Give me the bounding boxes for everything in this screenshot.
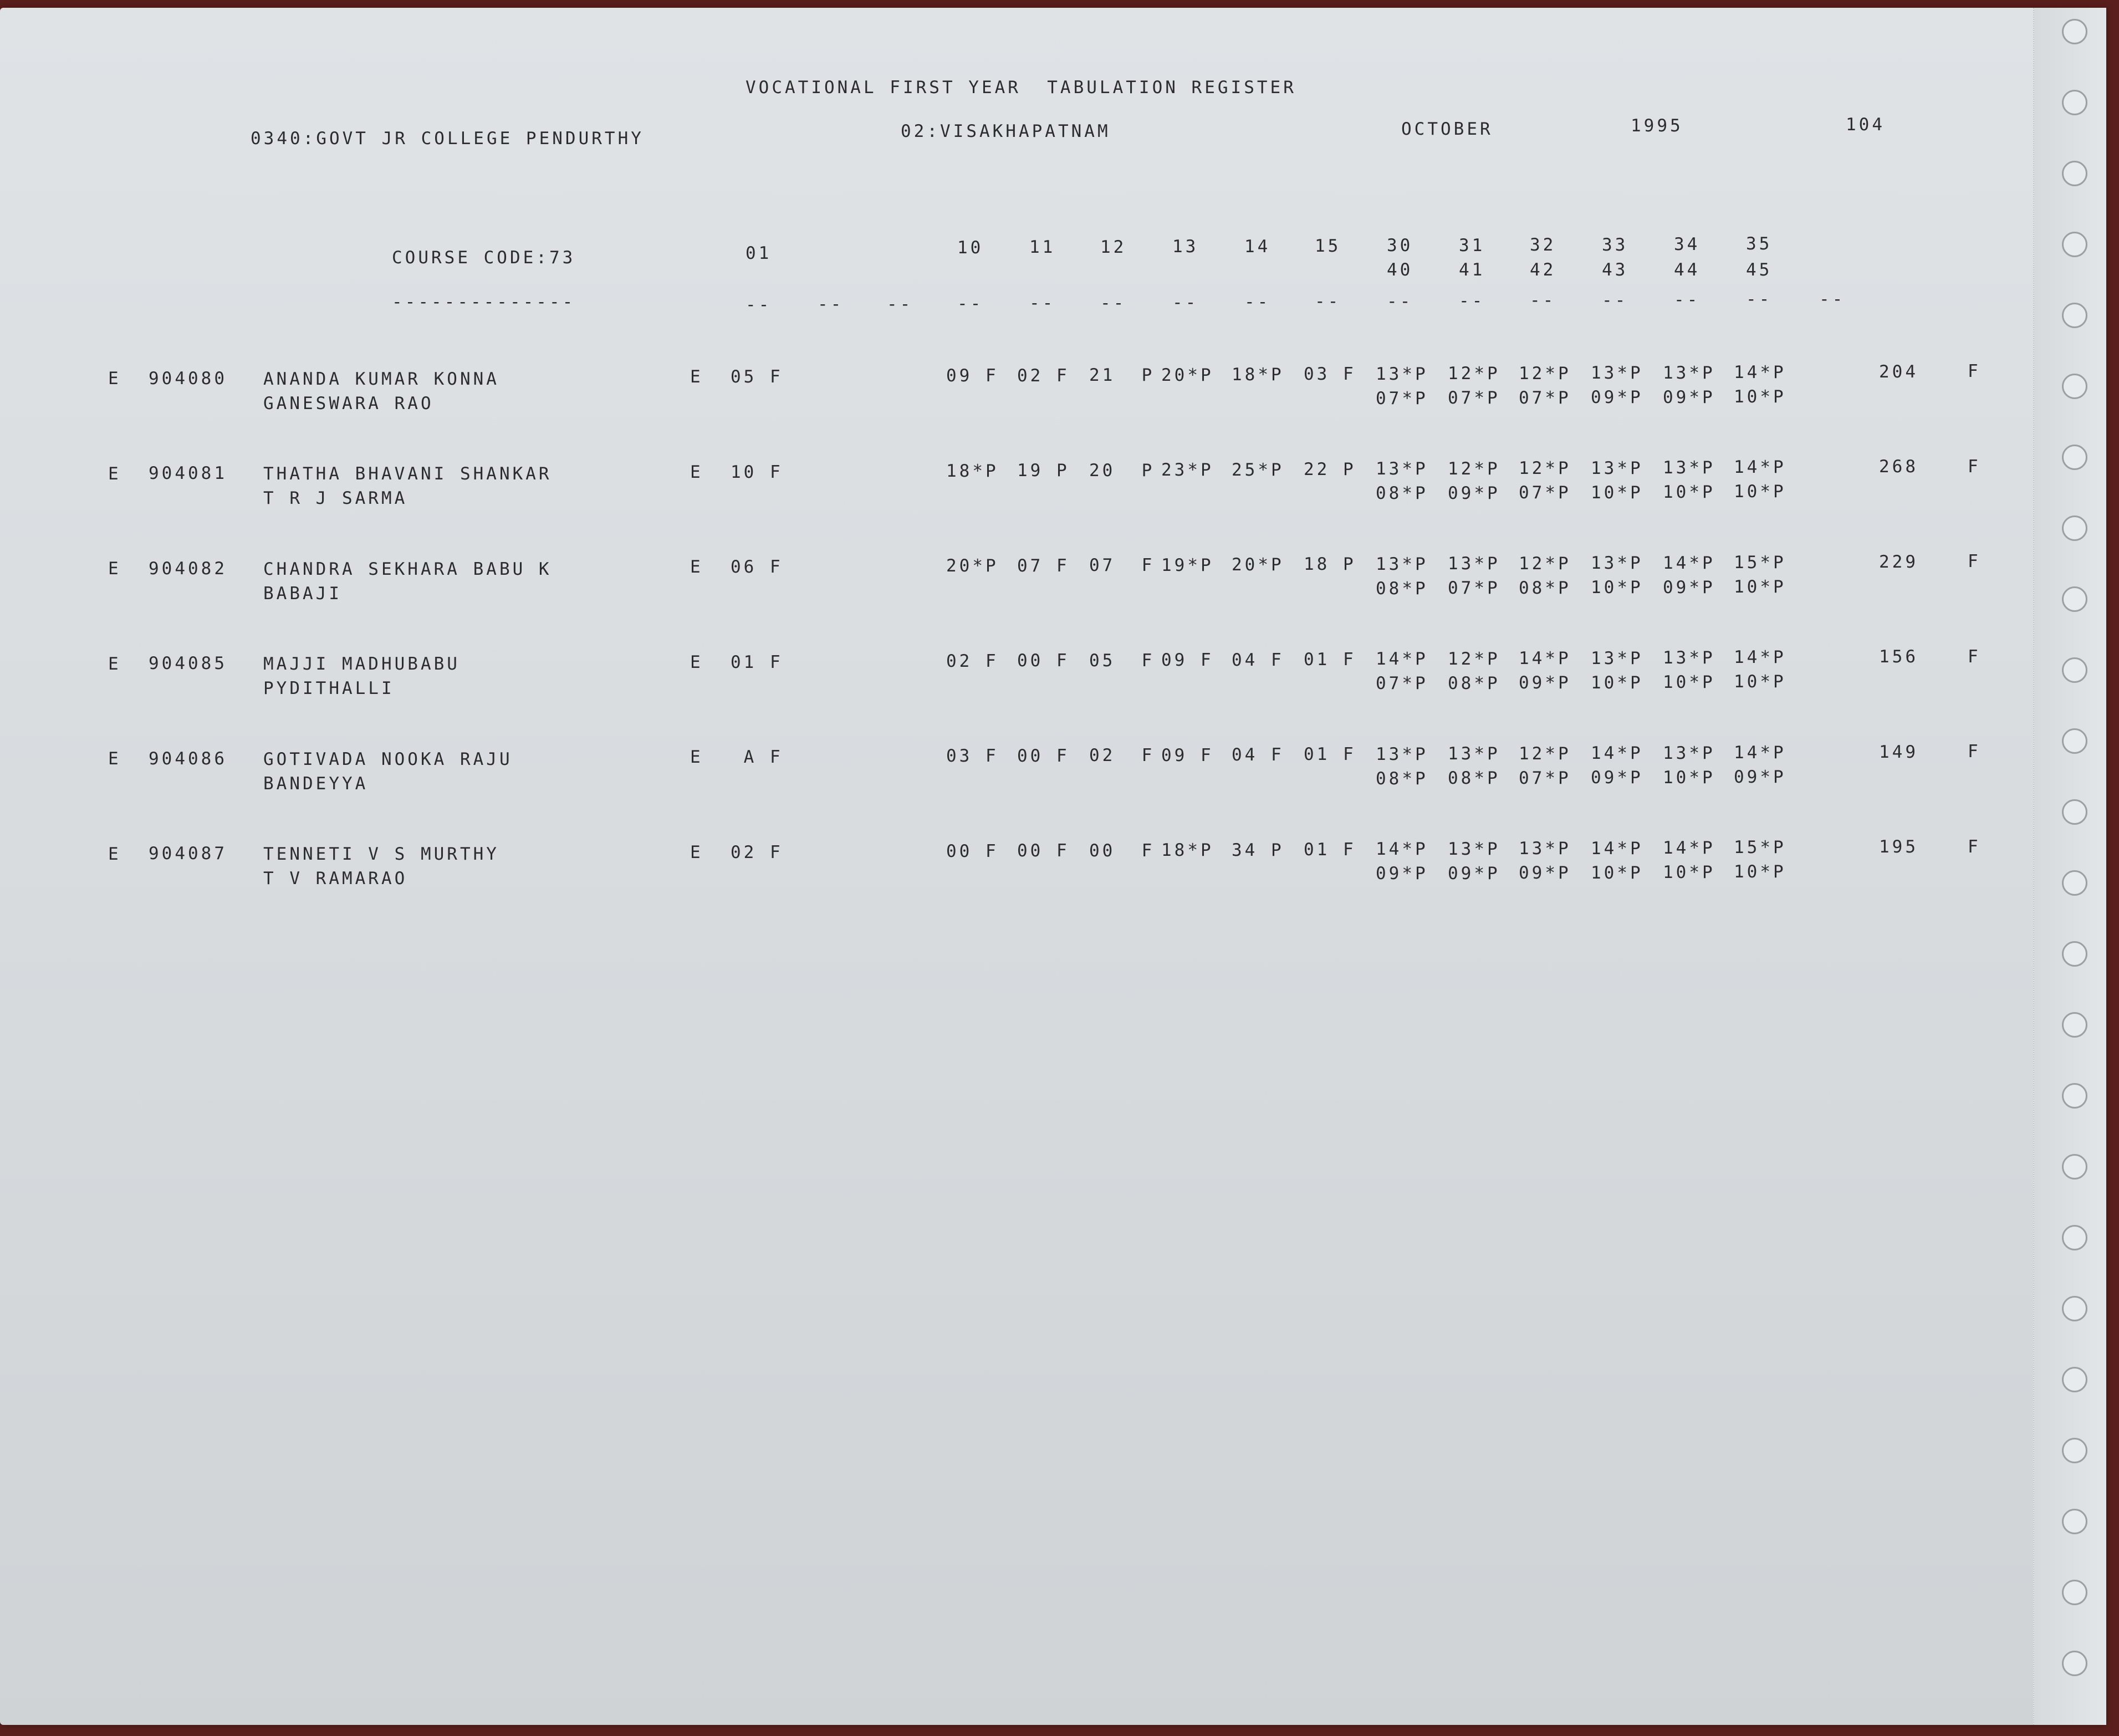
- subject-34-mark: 13*P: [1663, 743, 1715, 763]
- subject-10-mark: 18*P: [946, 461, 999, 481]
- course-code: COURSE CODE:73: [392, 248, 576, 268]
- medium-code: E: [108, 559, 121, 579]
- record-row: [0, 641, 2051, 702]
- subject-43-mark: 10*P: [1591, 862, 1643, 883]
- subject-42-mark: 09*P: [1519, 673, 1571, 693]
- subject-30-mark: 13*P: [1376, 554, 1428, 574]
- subject-31-mark: 12*P: [1448, 649, 1500, 669]
- subject-41-mark: 09*P: [1448, 483, 1500, 503]
- subject-31-mark: 13*P: [1448, 839, 1500, 859]
- subject-45-mark: 10*P: [1734, 672, 1786, 692]
- col-header-30: 30: [1387, 236, 1413, 256]
- subject-15-mark: 01 F: [1304, 649, 1356, 670]
- record-row: [0, 451, 2051, 512]
- language-medium: E: [690, 367, 703, 387]
- hall-ticket-number: 904081: [149, 463, 227, 484]
- subject-12-mark: 02 F: [1089, 746, 1155, 766]
- subject-11-mark: 19 P: [1017, 461, 1070, 481]
- column-dash: --: [1746, 289, 1773, 310]
- subject-40-mark: 08*P: [1376, 768, 1428, 789]
- subject-11-mark: 07 F: [1017, 555, 1070, 576]
- subject-01-mark: A F: [731, 747, 783, 768]
- result-status: F: [1968, 836, 1981, 857]
- col-header-31: 31: [1459, 235, 1485, 256]
- subject-32-mark: 12*P: [1519, 363, 1571, 384]
- subject-32-mark: 13*P: [1519, 839, 1571, 859]
- subject-45-mark: 10*P: [1734, 386, 1786, 407]
- column-dash: --: [1602, 290, 1628, 310]
- feed-hole: [2062, 1083, 2087, 1109]
- result-status: F: [1968, 361, 1981, 382]
- subject-10-mark: 09 F: [946, 366, 999, 386]
- exam-year: 1995: [1631, 116, 1683, 136]
- feed-hole: [2062, 1509, 2087, 1534]
- subject-40-mark: 07*P: [1376, 673, 1428, 694]
- subject-11-mark: 00 F: [1017, 746, 1070, 766]
- column-dash: --: [1819, 289, 1846, 309]
- subject-41-mark: 07*P: [1448, 388, 1500, 409]
- record-row: [0, 546, 2051, 607]
- subject-35-mark: 14*P: [1734, 457, 1786, 478]
- subject-45-mark: 10*P: [1734, 862, 1786, 882]
- subject-31-mark: 12*P: [1448, 458, 1500, 479]
- total-marks: 149: [1879, 742, 1918, 762]
- column-dash: --: [746, 295, 772, 315]
- subject-15-mark: 03 F: [1304, 364, 1356, 385]
- col-header-44: 44: [1674, 260, 1701, 280]
- subject-13-mark: 20*P: [1161, 365, 1214, 385]
- subject-34-mark: 14*P: [1663, 838, 1715, 858]
- result-status: F: [1968, 456, 1981, 477]
- subject-40-mark: 08*P: [1376, 578, 1428, 599]
- feed-hole: [2062, 586, 2087, 612]
- total-marks: 156: [1879, 647, 1918, 667]
- subject-35-mark: 14*P: [1734, 362, 1786, 382]
- subject-35-mark: 15*P: [1734, 838, 1786, 858]
- column-dash: --: [1029, 293, 1056, 314]
- subject-44-mark: 10*P: [1663, 767, 1715, 788]
- subject-30-mark: 14*P: [1376, 649, 1428, 670]
- col-header-32: 32: [1530, 235, 1556, 256]
- subject-11-mark: 02 F: [1017, 365, 1070, 386]
- subject-01-mark: 02 F: [731, 842, 783, 862]
- subject-31-mark: 13*P: [1448, 554, 1500, 574]
- subject-43-mark: 09*P: [1591, 768, 1643, 788]
- language-medium: E: [690, 652, 703, 672]
- father-name: T V RAMARAO: [263, 869, 408, 889]
- feed-hole: [2062, 515, 2087, 541]
- subject-33-mark: 13*P: [1591, 648, 1643, 668]
- subject-41-mark: 08*P: [1448, 768, 1500, 789]
- medium-code: E: [108, 749, 121, 769]
- district-name: 02:VISAKHAPATNAM: [901, 121, 1111, 141]
- feed-hole: [2062, 799, 2087, 825]
- candidate-name: MAJJI MADHUBABU: [263, 654, 460, 675]
- result-status: F: [1968, 552, 1981, 572]
- subject-33-mark: 14*P: [1591, 838, 1643, 859]
- column-dash: --: [1459, 291, 1485, 311]
- subject-35-mark: 15*P: [1734, 552, 1786, 573]
- total-marks: 268: [1879, 457, 1918, 477]
- course-code-underline: --------------: [392, 292, 576, 312]
- col-header-43: 43: [1602, 260, 1628, 280]
- subject-31-mark: 12*P: [1448, 364, 1500, 384]
- subject-44-mark: 10*P: [1663, 862, 1715, 882]
- column-dash: --: [1244, 292, 1271, 313]
- total-marks: 229: [1879, 552, 1918, 572]
- col-header-12: 12: [1100, 237, 1127, 257]
- col-header-40: 40: [1387, 260, 1413, 280]
- subject-15-mark: 22 P: [1304, 459, 1356, 479]
- col-header-14: 14: [1244, 236, 1271, 257]
- col-header-11: 11: [1029, 237, 1056, 258]
- column-dash: --: [1674, 289, 1701, 310]
- record-row: [0, 831, 2051, 892]
- subject-45-mark: 09*P: [1734, 767, 1786, 787]
- subject-30-mark: 13*P: [1376, 744, 1428, 764]
- subject-11-mark: 00 F: [1017, 651, 1070, 671]
- subject-44-mark: 09*P: [1663, 577, 1715, 598]
- result-status: F: [1968, 646, 1981, 667]
- subject-13-mark: 09 F: [1161, 650, 1214, 671]
- subject-34-mark: 13*P: [1663, 362, 1715, 383]
- subject-32-mark: 12*P: [1519, 458, 1571, 479]
- feed-hole: [2062, 1367, 2087, 1392]
- medium-code: E: [108, 844, 121, 864]
- col-header-33: 33: [1602, 234, 1628, 255]
- col-header-41: 41: [1459, 260, 1485, 280]
- subject-45-mark: 10*P: [1734, 482, 1786, 502]
- language-medium: E: [690, 557, 703, 578]
- subject-13-mark: 18*P: [1161, 840, 1214, 861]
- column-dash: --: [1100, 293, 1127, 313]
- page-number: 104: [1846, 115, 1885, 135]
- feed-hole: [2062, 1651, 2087, 1676]
- subject-44-mark: 10*P: [1663, 672, 1715, 692]
- candidate-name: TENNETI V S MURTHY: [263, 844, 499, 865]
- subject-12-mark: 21 P: [1089, 365, 1155, 386]
- subject-10-mark: 02 F: [946, 651, 999, 671]
- record-row: [0, 356, 2051, 417]
- medium-code: E: [108, 463, 121, 484]
- medium-code: E: [108, 369, 121, 389]
- subject-15-mark: 18 P: [1304, 554, 1356, 575]
- result-status: F: [1968, 742, 1981, 762]
- father-name: BABAJI: [263, 583, 342, 604]
- language-medium: E: [690, 842, 703, 862]
- subject-10-mark: 20*P: [946, 556, 999, 576]
- subject-10-mark: 00 F: [946, 841, 999, 861]
- subject-30-mark: 14*P: [1376, 839, 1428, 860]
- feed-hole: [2062, 232, 2087, 257]
- feed-hole: [2062, 445, 2087, 470]
- subject-12-mark: 00 F: [1089, 840, 1155, 861]
- column-dash: --: [957, 293, 984, 314]
- candidate-name: CHANDRA SEKHARA BABU K: [263, 559, 552, 579]
- candidate-name: GOTIVADA NOOKA RAJU: [263, 749, 513, 769]
- subject-30-mark: 13*P: [1376, 459, 1428, 479]
- language-medium: E: [690, 462, 703, 482]
- col-header-15: 15: [1315, 236, 1341, 256]
- subject-01-mark: 01 F: [731, 652, 783, 672]
- subject-43-mark: 10*P: [1591, 672, 1643, 693]
- subject-43-mark: 09*P: [1591, 387, 1643, 408]
- subject-34-mark: 14*P: [1663, 553, 1715, 573]
- register-title: VOCATIONAL FIRST YEAR TABULATION REGISTER: [746, 78, 1296, 98]
- subject-35-mark: 14*P: [1734, 647, 1786, 668]
- subject-30-mark: 13*P: [1376, 364, 1428, 384]
- hall-ticket-number: 904086: [149, 748, 227, 769]
- subject-13-mark: 19*P: [1161, 555, 1214, 575]
- subject-33-mark: 14*P: [1591, 743, 1643, 764]
- feed-hole: [2062, 161, 2087, 186]
- subject-10-mark: 03 F: [946, 746, 999, 767]
- column-dash: --: [1172, 292, 1199, 313]
- subject-33-mark: 13*P: [1591, 553, 1643, 574]
- subject-41-mark: 08*P: [1448, 673, 1500, 693]
- feed-hole: [2062, 728, 2087, 754]
- col-header-01: 01: [746, 243, 772, 263]
- subject-12-mark: 07 F: [1089, 555, 1155, 576]
- language-medium: E: [690, 747, 703, 768]
- subject-44-mark: 09*P: [1663, 387, 1715, 407]
- column-dash: --: [887, 294, 913, 314]
- column-dash: --: [818, 294, 844, 315]
- col-header-42: 42: [1530, 260, 1556, 280]
- subject-45-mark: 10*P: [1734, 576, 1786, 597]
- feed-hole: [2062, 374, 2087, 399]
- subject-12-mark: 05 F: [1089, 650, 1155, 671]
- feed-hole: [2062, 1154, 2087, 1180]
- hall-ticket-number: 904085: [149, 653, 227, 674]
- subject-11-mark: 00 F: [1017, 841, 1070, 861]
- feed-hole: [2062, 941, 2087, 967]
- subject-40-mark: 07*P: [1376, 388, 1428, 409]
- candidate-name: ANANDA KUMAR KONNA: [263, 369, 499, 389]
- subject-14-mark: 04 F: [1232, 650, 1284, 670]
- feed-hole: [2062, 1225, 2087, 1250]
- exam-month: OCTOBER: [1401, 119, 1493, 139]
- subject-41-mark: 07*P: [1448, 578, 1500, 599]
- subject-14-mark: 25*P: [1232, 459, 1284, 480]
- subject-42-mark: 07*P: [1519, 768, 1571, 788]
- subject-32-mark: 14*P: [1519, 649, 1571, 669]
- subject-43-mark: 10*P: [1591, 578, 1643, 598]
- father-name: T R J SARMA: [263, 488, 408, 509]
- subject-34-mark: 13*P: [1663, 648, 1715, 668]
- col-header-35: 35: [1746, 234, 1773, 254]
- column-dash: --: [1387, 291, 1413, 312]
- subject-01-mark: 05 F: [731, 367, 783, 387]
- feed-hole: [2062, 90, 2087, 115]
- subject-34-mark: 13*P: [1663, 458, 1715, 478]
- father-name: GANESWARA RAO: [263, 393, 434, 413]
- feed-hole: [2062, 1438, 2087, 1463]
- col-header-45: 45: [1746, 260, 1773, 280]
- subject-14-mark: 18*P: [1232, 365, 1284, 385]
- hall-ticket-number: 904087: [149, 844, 227, 864]
- subject-40-mark: 08*P: [1376, 483, 1428, 504]
- subject-32-mark: 12*P: [1519, 743, 1571, 764]
- subject-44-mark: 10*P: [1663, 482, 1715, 502]
- subject-13-mark: 23*P: [1161, 460, 1214, 481]
- subject-33-mark: 13*P: [1591, 363, 1643, 384]
- medium-code: E: [108, 653, 121, 674]
- feed-hole: [2062, 1296, 2087, 1321]
- feed-hole: [2062, 1012, 2087, 1038]
- subject-35-mark: 14*P: [1734, 742, 1786, 763]
- father-name: BANDEYYA: [263, 773, 369, 794]
- total-marks: 195: [1879, 837, 1918, 857]
- feed-hole: [2062, 1580, 2087, 1605]
- column-dash: --: [1530, 290, 1556, 311]
- father-name: PYDITHALLI: [263, 678, 395, 699]
- subject-01-mark: 06 F: [731, 557, 783, 578]
- subject-43-mark: 10*P: [1591, 482, 1643, 503]
- subject-33-mark: 13*P: [1591, 458, 1643, 478]
- feed-hole: [2062, 657, 2087, 683]
- total-marks: 204: [1879, 361, 1918, 382]
- record-row: [0, 736, 2051, 797]
- subject-32-mark: 12*P: [1519, 553, 1571, 574]
- subject-15-mark: 01 F: [1304, 839, 1356, 860]
- col-header-10: 10: [957, 238, 984, 258]
- feed-hole: [2062, 303, 2087, 328]
- column-dash: --: [1315, 292, 1341, 312]
- college-name: 0340:GOVT JR COLLEGE PENDURTHY: [251, 129, 644, 149]
- subject-14-mark: 34 P: [1232, 840, 1284, 860]
- subject-42-mark: 09*P: [1519, 863, 1571, 884]
- subject-15-mark: 01 F: [1304, 744, 1356, 765]
- subject-42-mark: 07*P: [1519, 483, 1571, 503]
- subject-12-mark: 20 P: [1089, 460, 1155, 481]
- subject-14-mark: 20*P: [1232, 555, 1284, 575]
- subject-14-mark: 04 F: [1232, 745, 1284, 765]
- hall-ticket-number: 904082: [149, 558, 227, 579]
- feed-hole: [2062, 19, 2087, 44]
- hall-ticket-number: 904080: [149, 368, 227, 389]
- subject-42-mark: 08*P: [1519, 578, 1571, 598]
- subject-31-mark: 13*P: [1448, 744, 1500, 764]
- col-header-34: 34: [1674, 234, 1701, 254]
- candidate-name: THATHA BHAVANI SHANKAR: [263, 464, 552, 484]
- subject-42-mark: 07*P: [1519, 387, 1571, 408]
- subject-40-mark: 09*P: [1376, 864, 1428, 884]
- col-header-13: 13: [1172, 237, 1199, 257]
- subject-13-mark: 09 F: [1161, 745, 1214, 765]
- feed-hole: [2062, 870, 2087, 896]
- subject-01-mark: 10 F: [731, 462, 783, 482]
- subject-41-mark: 09*P: [1448, 863, 1500, 884]
